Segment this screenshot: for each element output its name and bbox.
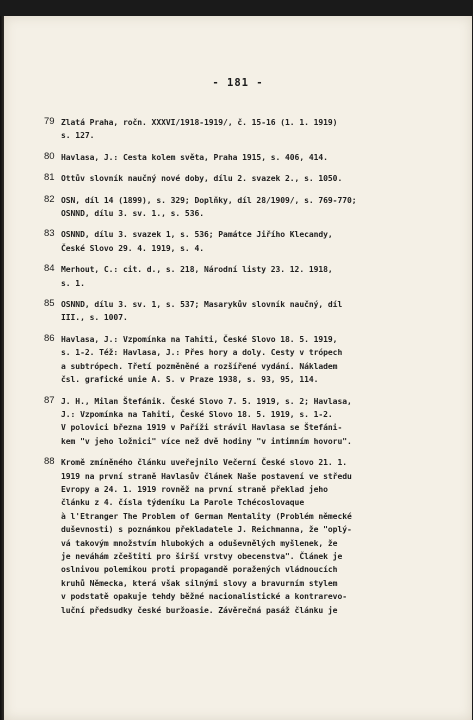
footnote-number: 79 bbox=[44, 116, 55, 127]
footnote bbox=[4, 172, 421, 185]
footnote-text-line: článku z 4. čísla týdeníku La Parole Tchécoslovaque bbox=[61, 498, 305, 508]
footnote-text-line: s. 127. bbox=[61, 131, 95, 141]
footnote bbox=[4, 263, 421, 290]
footnote-list bbox=[4, 116, 472, 625]
footnote-text-line: OSN, díl 14 (1899), s. 329; Doplňky, díl 28/1909/, s. 769-770; bbox=[61, 195, 357, 205]
page-number: - 181 - bbox=[212, 77, 264, 89]
footnote-text-line: Merhout, C.: cit. d., s. 218, Národní listy 23. 12. 1918, bbox=[61, 265, 333, 275]
footnote-text-line: Kromě zmíněného článku uveřejnilo Večerní České slovo 21. 1. bbox=[61, 458, 347, 468]
footnote-text-line: J.: Vzpomínka na Tahiti, České Slovo 18. 5. 1919, s. 1-2. bbox=[61, 409, 333, 419]
footnote bbox=[4, 456, 421, 617]
footnote-text-line: à l'Etranger The Problem of German Mentality (Problém německé bbox=[61, 511, 352, 521]
footnote-text-line: OSNND, dílu 3. sv. 1., s. 536. bbox=[61, 209, 204, 219]
footnote-text-line: Ottův slovník naučný nové doby, dílu 2. svazek 2., s. 1050. bbox=[61, 174, 343, 184]
footnote-text-line: v podstatě opakuje tehdy běžné nacionalistické a kontrarevo- bbox=[61, 592, 347, 602]
footnote-text-line: Havlasa, J.: Cesta kolem světa, Praha 1915, s. 406, 414. bbox=[61, 152, 328, 162]
footnote-text-line: vá takovým množstvím hlubokých a oduševnělých myšlenek, že bbox=[61, 538, 338, 548]
footnote bbox=[4, 298, 421, 325]
footnote-text-line: kruhů Německa, která však silnými slovy a bravurním stylem bbox=[61, 578, 338, 588]
footnote-text-line: OSNND, dílu 3. svazek 1, s. 536; Památce Jiřího Klecandy, bbox=[61, 230, 333, 240]
footnote-number: 86 bbox=[44, 332, 55, 344]
footnote-text-line: s. 1-2. Též: Havlasa, J.: Přes hory a doly. Cesty v trópech bbox=[61, 348, 343, 358]
footnote-text-line: OSNND, dílu 3. sv. 1, s. 537; Masarykův slovník naučný, díl bbox=[61, 300, 343, 310]
footnote bbox=[4, 151, 421, 164]
footnote-number: 84 bbox=[44, 263, 55, 275]
footnote-text-line: 1919 na první straně Havlasův článek Naše postavení ve středu bbox=[61, 471, 352, 481]
footnote-number: 80 bbox=[44, 150, 55, 162]
footnote-text-line: J. H., Milan Štefánik. České Slovo 7. 5. 1919, s. 2; Havlasa, bbox=[61, 396, 352, 406]
footnote-text-line: Evropy a 24. 1. 1919 rovněž na první straně překlad jeho bbox=[61, 484, 328, 494]
footnote-number: 82 bbox=[44, 193, 55, 205]
footnote-text-line: je neváhám zčeštiti pro širší vrstvy obecenstva". Článek je bbox=[61, 551, 343, 561]
footnote bbox=[4, 228, 421, 255]
document-page bbox=[4, 16, 472, 720]
footnote-text-line: oslnivou polemikou proti propagandě poražených vládnoucích bbox=[61, 565, 338, 575]
footnote-text-line: České Slovo 29. 4. 1919, s. 4. bbox=[61, 243, 204, 253]
footnote-text-line: luční předsudky české buržoasie. Závěrečná pasáž článku je bbox=[61, 605, 338, 615]
footnote bbox=[4, 395, 421, 449]
footnote bbox=[4, 194, 421, 221]
footnote-text-line: čsl. grafické unie A. S. v Praze 1938, s. 93, 95, 114. bbox=[61, 375, 319, 385]
footnote-text-line: V polovici března 1919 v Paříži strávil Havlasa se Štefáni- bbox=[61, 423, 343, 433]
footnote-text-line: III., s. 1007. bbox=[61, 313, 128, 323]
footnote-number: 85 bbox=[44, 298, 55, 310]
footnote-text-line: duševnosti) s poznámkou překladatele J. Reichmanna, že "oplý- bbox=[61, 525, 352, 535]
footnote-number: 87 bbox=[44, 394, 55, 406]
footnote bbox=[4, 333, 421, 387]
footnote-text-line: a subtrópech. Třetí pozměněné a rozšířené vydání. Nákladem bbox=[61, 361, 338, 371]
footnote-text-line: Havlasa, J.: Vzpomínka na Tahiti, České Slovo 18. 5. 1919, bbox=[61, 334, 338, 344]
footnote-text-line: Zlatá Praha, ročn. XXXVI/1918-1919/, č. 15-16 (1. 1. 1919) bbox=[61, 118, 338, 127]
footnote-number: 88 bbox=[44, 456, 55, 468]
footnote-number: 83 bbox=[44, 228, 55, 240]
footnote-text-line: s. 1. bbox=[61, 278, 85, 288]
footnote-number: 81 bbox=[44, 172, 55, 184]
footnote-text-line: kem "v jeho ložnici" více než dvě hodiny "v intimním hovoru". bbox=[61, 436, 352, 446]
footnote bbox=[4, 116, 421, 143]
